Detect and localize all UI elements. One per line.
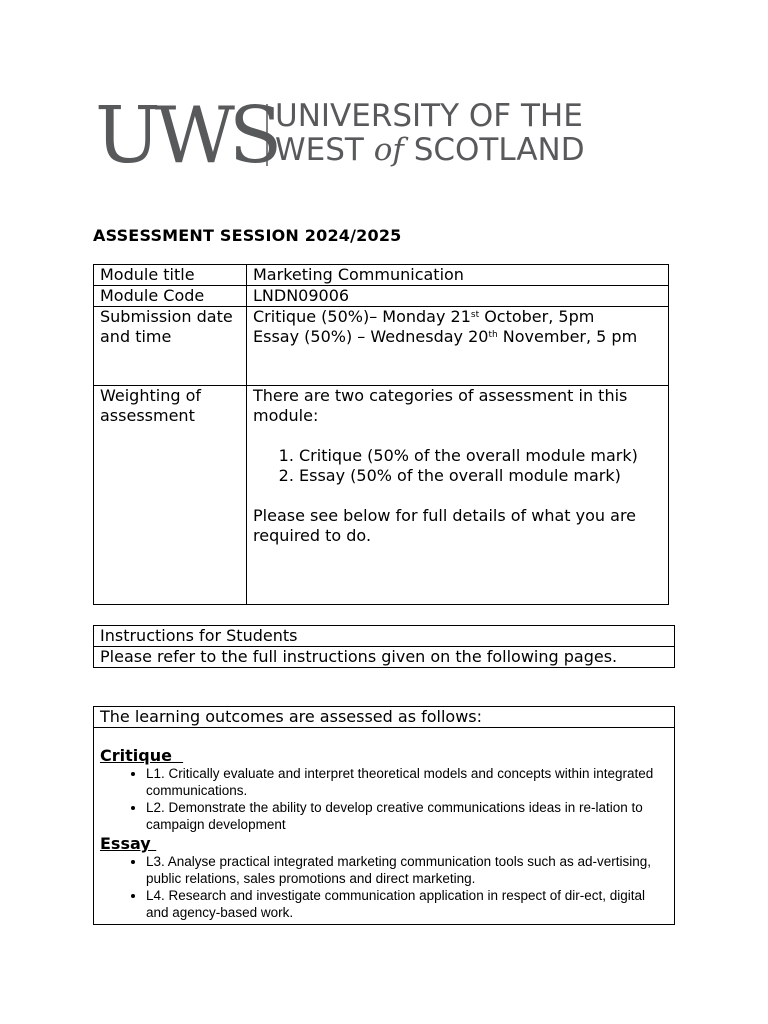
essay-outcomes-list — [100, 854, 668, 921]
instructions-table — [93, 625, 675, 668]
logo-line1: UNIVERSITY OF THE — [275, 98, 583, 134]
table-row — [94, 386, 669, 605]
learning-outcomes-body — [94, 728, 675, 925]
instructions-text: Please refer to the full instructions given on the following pages. — [94, 647, 675, 668]
table-row — [94, 626, 675, 647]
weighting-value — [247, 386, 669, 605]
module-code-label: Module Code — [94, 286, 247, 307]
list-item: • L1. Critically evaluate and interpret theoretical models and concepts within integrated communications. — [146, 766, 668, 799]
assessment-categories-list — [253, 446, 662, 486]
logo-line2: WEST of SCOTLAND — [275, 132, 585, 168]
weighting-intro: There are two categories of assessment in this module: — [253, 386, 628, 425]
table-row — [94, 307, 669, 386]
critique-heading: Critique — [100, 746, 184, 765]
weighting-label: Weighting of assessment — [94, 386, 247, 605]
submission-critique: Critique (50%)– Monday 21st October, 5pm — [253, 307, 595, 326]
table-row — [94, 647, 675, 668]
assessment-session-title: ASSESSMENT SESSION 2024/2025 — [93, 226, 402, 245]
module-title-value: Marketing Communication — [247, 265, 669, 286]
module-info-table — [93, 264, 669, 605]
list-item: 1. Critique (50% of the overall module mark) — [299, 446, 662, 466]
table-row — [94, 707, 675, 728]
critique-outcomes-list — [100, 766, 668, 833]
essay-heading: Essay — [100, 834, 157, 853]
module-title-label: Module title — [94, 265, 247, 286]
submission-value — [247, 307, 669, 386]
table-row — [94, 728, 675, 925]
module-code-value: LNDN09006 — [247, 286, 669, 307]
instructions-heading: Instructions for Students — [94, 626, 675, 647]
table-row — [94, 265, 669, 286]
list-item: • L4. Research and investigate communication application in respect of dir-ect, digital and agency-based work. — [146, 888, 668, 921]
list-item: 2. Essay (50% of the overall module mark) — [299, 466, 662, 486]
table-row — [94, 286, 669, 307]
uws-logo — [95, 96, 605, 176]
submission-essay: Essay (50%) – Wednesday 20th November, 5 pm — [253, 327, 638, 346]
logo-initials: UWS — [95, 96, 277, 176]
list-item: • L2. Demonstrate the ability to develop creative communications ideas in re-lation to campaign development — [146, 800, 668, 833]
list-item: • L3. Analyse practical integrated marketing communication tools such as ad-vertising, public relations, sales promotions and direct marketing. — [146, 854, 668, 887]
learning-outcomes-table — [93, 706, 675, 925]
submission-label: Submission date and time — [94, 307, 247, 386]
weighting-note: Please see below for full details of what you are required to do. — [253, 506, 637, 545]
learning-outcomes-heading: The learning outcomes are assessed as follows: — [94, 707, 675, 728]
